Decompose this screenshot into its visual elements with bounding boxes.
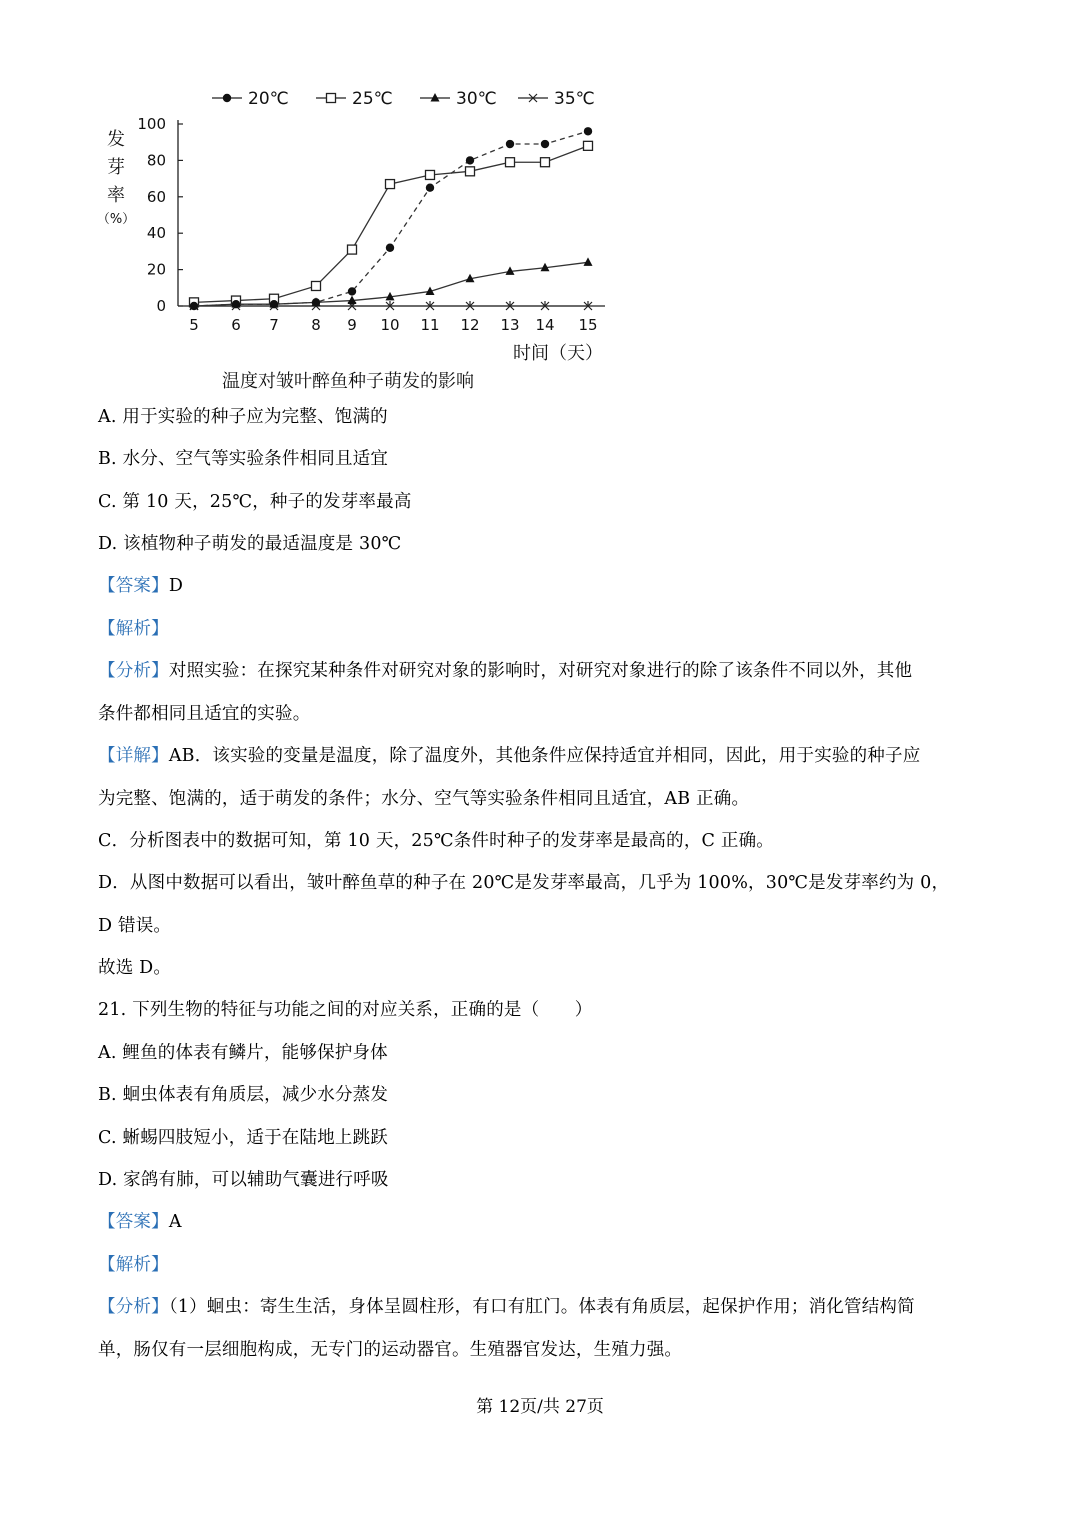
y-tick-label: 40 (146, 224, 166, 243)
line-text: D. 该植物种子萌发的最适温度是 30℃ (98, 534, 402, 554)
text-line (98, 489, 412, 515)
y-axis-label-char: 发 (107, 129, 125, 150)
line-text: 条件都相同且适宜的实验。 (98, 704, 311, 724)
x-axis-label: 时间（天） (513, 343, 603, 364)
line-text: D 错误。 (98, 916, 172, 936)
line-text: C．分析图表中的数据可知，第 10 天，25℃条件时种子的发芽率是最高的，C 正确。 (98, 831, 774, 851)
text-line (98, 828, 774, 854)
data-point (431, 93, 440, 102)
line-text: 为完整、饱满的，适于萌发的条件；水分、空气等实验条件相同且适宜，AB 正确。 (98, 789, 750, 809)
data-point (584, 141, 593, 150)
chart-svg (90, 78, 630, 398)
data-point (541, 140, 549, 148)
x-tick-label: 14 (535, 316, 555, 334)
text-line (98, 1082, 388, 1108)
line-text: A (168, 1212, 182, 1232)
x-tick-label: 5 (189, 316, 199, 334)
line-text: D (168, 576, 184, 596)
section-tag: 【分析】 (98, 1297, 169, 1317)
data-point (386, 244, 394, 252)
y-tick-label: 80 (146, 151, 166, 170)
y-tick-label: 100 (137, 115, 166, 133)
text-line (98, 786, 749, 812)
line-text: 对照实验：在探究某种条件对研究对象的影响时，对研究对象进行的除了该条件不同以外，其他 (168, 661, 913, 681)
data-point (270, 300, 278, 308)
text-line (98, 531, 401, 557)
section-tag: 【解析】 (98, 1255, 169, 1275)
text-line (98, 1209, 182, 1235)
line-text: 故选 D。 (98, 958, 172, 978)
data-point (506, 158, 515, 167)
line-text: A. 用于实验的种子应为完整、饱满的 (98, 407, 388, 427)
x-tick-label: 15 (578, 316, 598, 334)
data-point (466, 167, 475, 176)
section-tag: 【答案】 (98, 576, 169, 596)
text-line (98, 701, 310, 727)
x-tick-label: 9 (347, 316, 357, 334)
text-line (98, 1125, 388, 1151)
text-line (98, 573, 183, 599)
data-point (190, 302, 198, 310)
line-text: （1）蛔虫：寄生生活，身体呈圆柱形，有口有肛门。体表有角质层，起保护作用；消化管结构简 (168, 1297, 915, 1317)
line-text: C. 蜥蜴四肢短小，适于在陆地上跳跃 (98, 1128, 388, 1148)
section-tag: 【解析】 (98, 619, 169, 639)
section-tag: 【详解】 (98, 746, 169, 766)
text-line (98, 1252, 169, 1278)
line-text: D. 家鸽有肺，可以辅助气囊进行呼吸 (98, 1170, 389, 1190)
chart-title: 温度对皱叶醉鱼种子萌发的影响 (222, 371, 474, 392)
data-point (232, 300, 240, 308)
y-tick-label: 60 (146, 187, 166, 206)
line-text: A. 鲤鱼的体表有鳞片，能够保护身体 (98, 1043, 388, 1063)
text-line (98, 870, 949, 896)
data-point (327, 94, 336, 103)
page-footer: 第 12页/共 27页 (476, 1397, 604, 1417)
text-line (98, 955, 171, 981)
x-tick-label: 12 (460, 316, 480, 334)
line-text: 21. 下列生物的特征与功能之间的对应关系，正确的是（ ） (98, 1000, 593, 1020)
y-tick-label: 0 (156, 297, 166, 315)
x-tick-label: 13 (500, 316, 520, 334)
data-point (426, 170, 435, 179)
data-point (312, 298, 320, 306)
line-text: 单，肠仅有一层细胞构成，无专门的运动器官。生殖器官发达，生殖力强。 (98, 1340, 683, 1360)
text-line (98, 404, 388, 430)
x-tick-label: 10 (380, 316, 400, 334)
legend-label: 30℃ (456, 89, 497, 109)
legend-label: 25℃ (352, 89, 393, 109)
legend-label: 20℃ (248, 89, 289, 109)
line-text: C. 第 10 天，25℃，种子的发芽率最高 (98, 492, 412, 512)
line-text: B. 水分、空气等实验条件相同且适宜 (98, 449, 389, 469)
series-line (194, 146, 588, 303)
text-line (98, 997, 592, 1023)
line-text: B. 蛔虫体表有角质层，减少水分蒸发 (98, 1085, 389, 1105)
x-tick-label: 6 (231, 316, 241, 334)
germination-chart (90, 78, 630, 398)
data-point (584, 257, 593, 266)
line-text: D．从图中数据可以看出，皱叶醉鱼草的种子在 20℃是发芽率最高，几乎为 100%，30℃是发芽率约为 0， (98, 873, 950, 893)
x-tick-label: 11 (420, 316, 440, 334)
text-line (98, 1040, 388, 1066)
text-line (98, 446, 388, 472)
data-point (506, 140, 514, 148)
data-point (584, 127, 592, 135)
data-point (312, 281, 321, 290)
y-axis-label-char: （%） (96, 212, 136, 227)
section-tag: 【答案】 (98, 1212, 169, 1232)
text-line (98, 1337, 682, 1363)
y-axis-label-char: 率 (107, 185, 125, 206)
section-tag: 【分析】 (98, 661, 169, 681)
x-tick-label: 7 (269, 316, 279, 334)
data-point (223, 94, 231, 102)
legend-label: 35℃ (554, 89, 595, 109)
y-tick-label: 20 (146, 260, 166, 279)
data-point (541, 158, 550, 167)
line-text: AB．该实验的变量是温度，除了温度外，其他条件应保持适宜并相同，因此，用于实验的种子应 (168, 746, 921, 766)
data-point (466, 156, 474, 164)
text-line (98, 616, 169, 642)
data-point (348, 245, 357, 254)
text-line (98, 913, 171, 939)
text-line (98, 658, 912, 684)
text-line (98, 1294, 915, 1320)
series-line (194, 131, 588, 306)
text-line (98, 1167, 389, 1193)
y-axis-label-char: 芽 (107, 157, 125, 178)
data-point (426, 184, 434, 192)
data-point (348, 287, 356, 295)
x-tick-label: 8 (311, 316, 321, 334)
data-point (386, 180, 395, 189)
text-line (98, 743, 920, 769)
